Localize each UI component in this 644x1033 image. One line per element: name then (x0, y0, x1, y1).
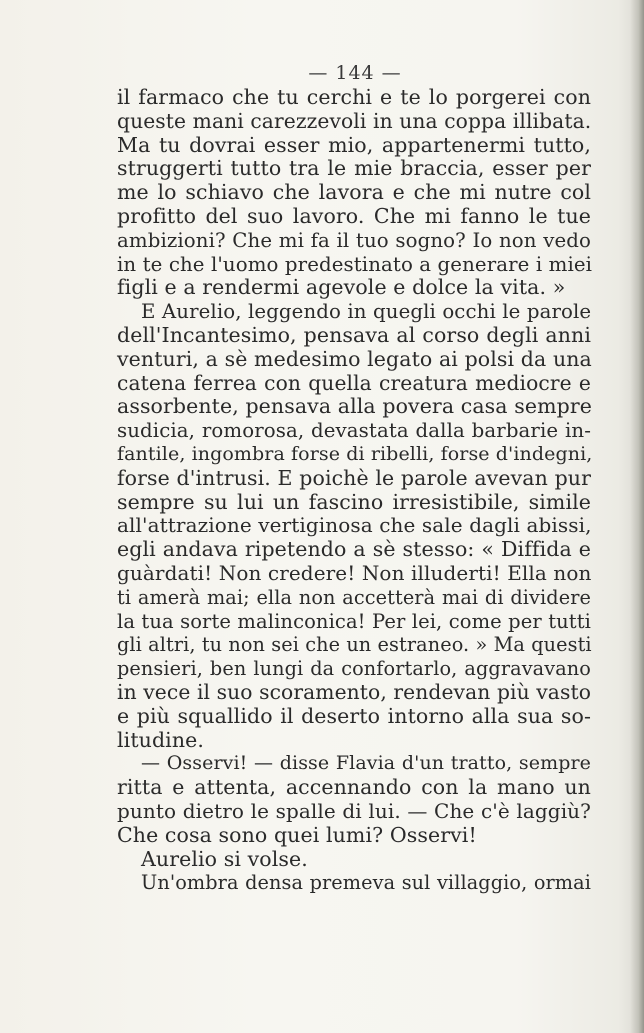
text-line: figli e a rendermi agevole e dolce la vita. » (117, 275, 566, 300)
text-line: Aurelio si volse. (141, 846, 308, 871)
text-line: all'attrazione vertiginosa che sale dagli abissi, (117, 513, 592, 538)
text-line: me lo schiavo che lavora e che mi nutre col (117, 180, 591, 205)
body-text (117, 86, 591, 895)
page-edge-shadow (630, 0, 644, 1033)
text-line: struggerti tutto tra le mie braccia, esser per (117, 156, 591, 181)
text-line: catena ferrea con quella creatura mediocre e (117, 370, 591, 395)
text-line: Che cosa sono quei lumi? Osservi! (117, 822, 477, 847)
text-line: Ma tu dovrai esser mio, appartenermi tutto, (117, 132, 591, 157)
page-number: — 144 — (308, 62, 402, 84)
text-line: queste mani carezzevoli in una coppa illibata. (117, 108, 592, 133)
text-line: sempre su lui un fascino irresistibile, simile (117, 489, 591, 514)
text-line: gli altri, tu non sei che un estraneo. » Ma questi (117, 633, 592, 657)
text-line: il farmaco che tu cerchi e te lo porgerei con (117, 85, 591, 109)
text-line: — Osservi! — disse Flavia d'un tratto, sempre (141, 752, 591, 775)
text-line: assorbente, pensava alla povera casa sempre (117, 394, 592, 419)
text-line: egli andava ripetendo a sè stesso: « Diffida e (117, 537, 591, 562)
text-line: in vece il suo scoramento, rendevan più vasto (117, 679, 591, 704)
text-line: ambizioni? Che mi fa il tuo sogno? Io non vedo (117, 228, 591, 252)
text-line: guàrdati! Non credere! Non illuderti! Ella non (117, 560, 592, 585)
text-line: profitto del suo lavoro. Che mi fanno le tue (117, 203, 591, 228)
text-line: ti amerà mai; ella non accetterà mai di dividere (117, 585, 591, 609)
text-line: E Aurelio, leggendo in quegli occhi le parole (141, 300, 592, 324)
text-line: pensieri, ben lungi da confortarlo, aggravavano (117, 657, 591, 681)
text-line: ritta e attenta, accennando con la mano un (117, 775, 591, 800)
text-line: Un'ombra densa premeva sul villaggio, ormai (141, 871, 591, 895)
text-line: forse d'intrusi. E poichè le parole avevan pur (117, 465, 591, 490)
text-line: e più squallido il deserto intorno alla sua so- (117, 703, 591, 728)
text-line: la tua sorte malinconica! Per lei, come per tutti (117, 609, 591, 633)
text-line: punto dietro le spalle di lui. — Che c'è laggiù? (117, 798, 591, 823)
text-line: litudine. (117, 727, 204, 752)
text-line: fantile, ingombra forse di ribelli, forse d'indegni, (117, 442, 593, 465)
text-line: dell'Incantesimo, pensava al corso degli anni (117, 322, 591, 347)
text-line: in te che l'uomo predestinato a generare i miei (117, 252, 593, 276)
text-line: venturi, a sè medesimo legato ai polsi da una (117, 346, 592, 371)
text-line: sudicia, romorosa, devastata dalla barbarie in- (117, 419, 591, 443)
